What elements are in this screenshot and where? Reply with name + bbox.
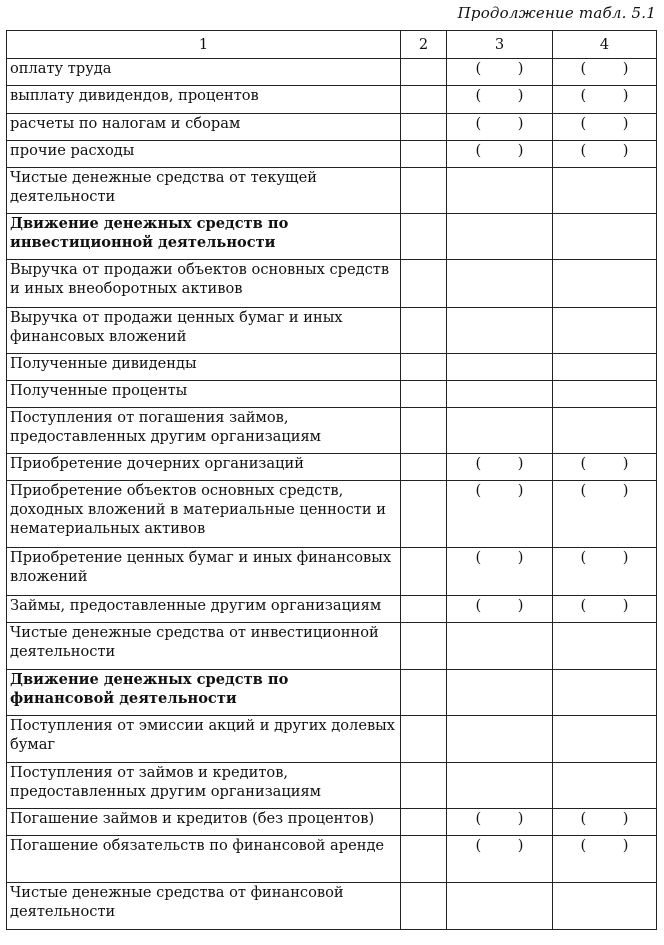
cell-col-2 xyxy=(401,86,447,114)
row-label: расчеты по налогам и сборам xyxy=(7,114,401,141)
table-row xyxy=(7,809,657,836)
cell-col-2 xyxy=(401,354,447,381)
cell-col-2 xyxy=(401,883,447,930)
negative-value-brackets xyxy=(581,836,629,855)
cell-col-4 xyxy=(553,716,657,763)
table-row xyxy=(7,354,657,381)
negative-value-brackets xyxy=(476,836,524,855)
close-bracket: ) xyxy=(622,810,629,827)
open-bracket: ( xyxy=(580,549,587,566)
negative-value-brackets xyxy=(581,596,629,615)
cell-col-4 xyxy=(553,670,657,716)
open-bracket: ( xyxy=(475,60,482,77)
cell-col-2 xyxy=(401,308,447,354)
table-row xyxy=(7,141,657,168)
close-bracket: ) xyxy=(517,810,524,827)
cell-col-4 xyxy=(553,623,657,670)
table-row xyxy=(7,763,657,809)
table-row xyxy=(7,408,657,454)
header-row xyxy=(7,31,657,59)
cell-col-4 xyxy=(553,883,657,930)
row-label: Полученные дивиденды xyxy=(7,354,401,381)
cell-col-4 xyxy=(553,308,657,354)
open-bracket: ( xyxy=(580,455,587,472)
cell-col-2 xyxy=(401,623,447,670)
negative-value-brackets xyxy=(581,548,629,567)
cell-col-2 xyxy=(401,809,447,836)
row-label: Выручка от продажи ценных бумаг и иных финансовых вложений xyxy=(7,308,401,354)
negative-value-brackets xyxy=(581,114,629,133)
row-label: Выручка от продажи объектов основных средств и иных внеоборотных активов xyxy=(7,260,401,308)
negative-value-brackets xyxy=(581,481,629,500)
cell-col-3 xyxy=(447,454,553,481)
cell-col-3 xyxy=(447,623,553,670)
row-label: Чистые денежные средства от текущей деятельности xyxy=(7,168,401,214)
cell-col-3 xyxy=(447,59,553,86)
cell-col-4 xyxy=(553,214,657,260)
negative-value-brackets xyxy=(476,141,524,160)
cell-col-2 xyxy=(401,836,447,883)
cell-col-4 xyxy=(553,381,657,408)
open-bracket: ( xyxy=(475,549,482,566)
row-label: Движение денежных средств по инвестиционной деятельности xyxy=(7,214,401,260)
row-label: прочие расходы xyxy=(7,141,401,168)
table-row xyxy=(7,836,657,883)
table-row xyxy=(7,883,657,930)
close-bracket: ) xyxy=(622,115,629,132)
cell-col-4 xyxy=(553,59,657,86)
cell-col-4 xyxy=(553,454,657,481)
cell-col-3 xyxy=(447,260,553,308)
negative-value-brackets xyxy=(476,548,524,567)
row-label: Полученные проценты xyxy=(7,381,401,408)
row-label: Поступления от эмиссии акций и других долевых бумаг xyxy=(7,716,401,763)
table-row xyxy=(7,114,657,141)
close-bracket: ) xyxy=(622,597,629,614)
close-bracket: ) xyxy=(517,837,524,854)
row-label: Чистые денежные средства от финансовой деятельности xyxy=(7,883,401,930)
cell-col-2 xyxy=(401,141,447,168)
negative-value-brackets xyxy=(581,141,629,160)
cell-col-3 xyxy=(447,548,553,596)
cell-col-2 xyxy=(401,59,447,86)
close-bracket: ) xyxy=(517,115,524,132)
cell-col-2 xyxy=(401,381,447,408)
cell-col-4 xyxy=(553,408,657,454)
close-bracket: ) xyxy=(517,549,524,566)
cell-col-4 xyxy=(553,596,657,623)
table-row xyxy=(7,454,657,481)
open-bracket: ( xyxy=(580,142,587,159)
cell-col-3 xyxy=(447,481,553,548)
negative-value-brackets xyxy=(476,596,524,615)
negative-value-brackets xyxy=(581,59,629,78)
row-label: Приобретение объектов основных средств, доходных вложений в материальные ценности и нематериальных активов xyxy=(7,481,401,548)
open-bracket: ( xyxy=(475,837,482,854)
header-col-1: 1 xyxy=(7,31,401,59)
cell-col-2 xyxy=(401,548,447,596)
negative-value-brackets xyxy=(476,86,524,105)
cell-col-2 xyxy=(401,763,447,809)
negative-value-brackets xyxy=(581,454,629,473)
open-bracket: ( xyxy=(580,87,587,104)
cell-col-4 xyxy=(553,260,657,308)
close-bracket: ) xyxy=(622,455,629,472)
table-row xyxy=(7,59,657,86)
close-bracket: ) xyxy=(517,142,524,159)
cell-col-4 xyxy=(553,836,657,883)
table-row xyxy=(7,168,657,214)
open-bracket: ( xyxy=(475,482,482,499)
open-bracket: ( xyxy=(580,597,587,614)
table-row xyxy=(7,596,657,623)
row-label: Движение денежных средств по финансовой деятельности xyxy=(7,670,401,716)
header-col-3: 3 xyxy=(447,31,553,59)
open-bracket: ( xyxy=(475,115,482,132)
cell-col-3 xyxy=(447,763,553,809)
cell-col-2 xyxy=(401,260,447,308)
negative-value-brackets xyxy=(476,481,524,500)
close-bracket: ) xyxy=(622,837,629,854)
cell-col-2 xyxy=(401,596,447,623)
header-col-2: 2 xyxy=(401,31,447,59)
cell-col-4 xyxy=(553,548,657,596)
cell-col-4 xyxy=(553,86,657,114)
header-col-4: 4 xyxy=(553,31,657,59)
table-row xyxy=(7,623,657,670)
row-label: Приобретение дочерних организаций xyxy=(7,454,401,481)
negative-value-brackets xyxy=(476,114,524,133)
negative-value-brackets xyxy=(476,809,524,828)
cell-col-3 xyxy=(447,354,553,381)
table-row xyxy=(7,86,657,114)
open-bracket: ( xyxy=(475,87,482,104)
cell-col-2 xyxy=(401,408,447,454)
cell-col-4 xyxy=(553,141,657,168)
cell-col-2 xyxy=(401,214,447,260)
cell-col-2 xyxy=(401,454,447,481)
table-caption: Продолжение табл. 5.1 xyxy=(457,4,656,22)
cell-col-3 xyxy=(447,381,553,408)
cell-col-3 xyxy=(447,670,553,716)
open-bracket: ( xyxy=(475,597,482,614)
row-label: Погашение займов и кредитов (без процентов) xyxy=(7,809,401,836)
cell-col-3 xyxy=(447,214,553,260)
cell-col-3 xyxy=(447,141,553,168)
row-label: Поступления от погашения займов, предоставленных другим организациям xyxy=(7,408,401,454)
close-bracket: ) xyxy=(517,482,524,499)
close-bracket: ) xyxy=(622,87,629,104)
close-bracket: ) xyxy=(622,60,629,77)
cell-col-4 xyxy=(553,809,657,836)
close-bracket: ) xyxy=(622,482,629,499)
row-label: Займы, предоставленные другим организациям xyxy=(7,596,401,623)
close-bracket: ) xyxy=(622,142,629,159)
cell-col-3 xyxy=(447,596,553,623)
table-row xyxy=(7,381,657,408)
row-label: Чистые денежные средства от инвестиционной деятельности xyxy=(7,623,401,670)
negative-value-brackets xyxy=(581,809,629,828)
cell-col-3 xyxy=(447,408,553,454)
cell-col-4 xyxy=(553,354,657,381)
cell-col-2 xyxy=(401,168,447,214)
open-bracket: ( xyxy=(475,455,482,472)
cell-col-3 xyxy=(447,809,553,836)
row-label: Поступления от займов и кредитов, предоставленных другим организациям xyxy=(7,763,401,809)
open-bracket: ( xyxy=(580,810,587,827)
negative-value-brackets xyxy=(476,59,524,78)
cash-flow-table xyxy=(6,30,657,930)
cell-col-3 xyxy=(447,168,553,214)
cell-col-2 xyxy=(401,114,447,141)
cell-col-2 xyxy=(401,716,447,763)
negative-value-brackets xyxy=(581,86,629,105)
row-label: Приобретение ценных бумаг и иных финансовых вложений xyxy=(7,548,401,596)
table-row xyxy=(7,308,657,354)
table-row xyxy=(7,716,657,763)
table-row xyxy=(7,214,657,260)
cell-col-3 xyxy=(447,114,553,141)
close-bracket: ) xyxy=(517,455,524,472)
cell-col-3 xyxy=(447,836,553,883)
close-bracket: ) xyxy=(517,597,524,614)
open-bracket: ( xyxy=(475,142,482,159)
table-row xyxy=(7,481,657,548)
cell-col-3 xyxy=(447,716,553,763)
table-row xyxy=(7,670,657,716)
cell-col-3 xyxy=(447,308,553,354)
cell-col-4 xyxy=(553,168,657,214)
table-row xyxy=(7,260,657,308)
cell-col-3 xyxy=(447,883,553,930)
close-bracket: ) xyxy=(517,60,524,77)
cell-col-2 xyxy=(401,670,447,716)
open-bracket: ( xyxy=(475,810,482,827)
close-bracket: ) xyxy=(517,87,524,104)
cell-col-2 xyxy=(401,481,447,548)
cell-col-4 xyxy=(553,114,657,141)
row-label: Погашение обязательств по финансовой аренде xyxy=(7,836,401,883)
open-bracket: ( xyxy=(580,482,587,499)
open-bracket: ( xyxy=(580,60,587,77)
table-row xyxy=(7,548,657,596)
cell-col-4 xyxy=(553,763,657,809)
open-bracket: ( xyxy=(580,837,587,854)
cell-col-3 xyxy=(447,86,553,114)
negative-value-brackets xyxy=(476,454,524,473)
close-bracket: ) xyxy=(622,549,629,566)
cell-col-4 xyxy=(553,481,657,548)
row-label: выплату дивидендов, процентов xyxy=(7,86,401,114)
open-bracket: ( xyxy=(580,115,587,132)
row-label: оплату труда xyxy=(7,59,401,86)
